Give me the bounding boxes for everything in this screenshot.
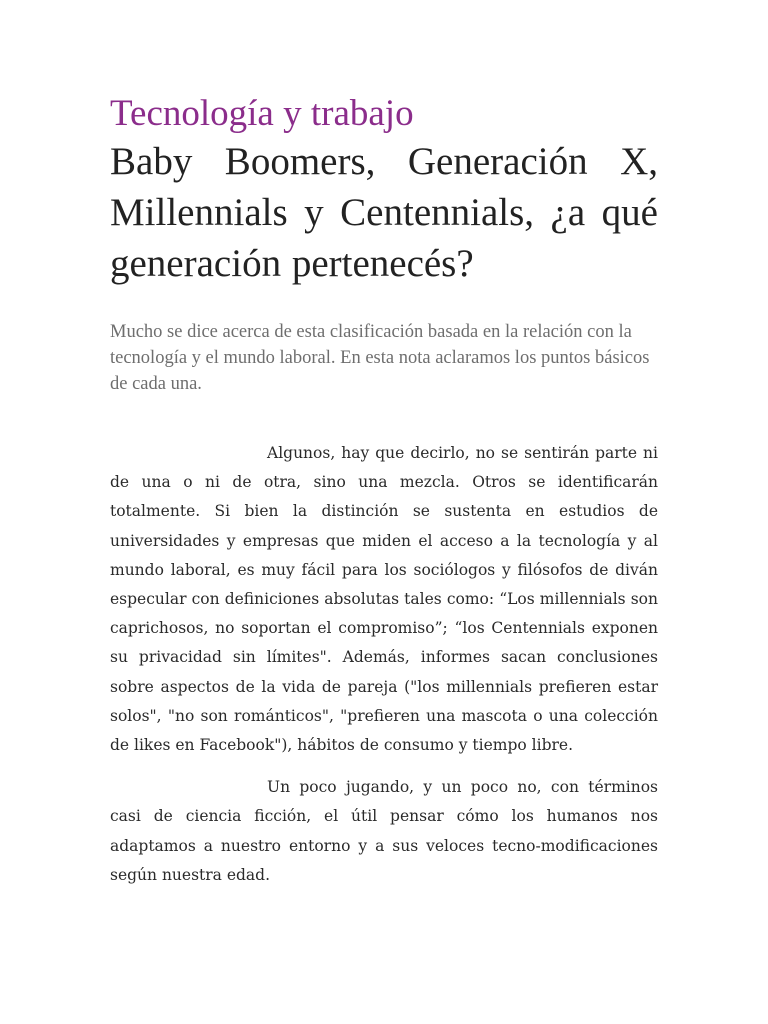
article [110, 92, 658, 890]
article-category: Tecnología y trabajo [110, 93, 414, 134]
article-lead: Mucho se dice acerca de esta clasificación basada en la relación con la tecnología y el mundo laboral. En esta nota aclaramos los puntos básicos de cada una. [110, 322, 650, 394]
article-paragraph: Algunos, hay que decirlo, no se sentirán parte ni de una o ni de otra, sino una mezcla. Otros se identificarán totalmente. Si bien la distinción se sustenta en estudios de universidades y empresas que miden el acceso a la tecnología y al mundo laboral, es muy fácil para los sociólogos y filósofos de diván especular con definiciones absolutas tales como: “Los millennials son caprichosos, no soportan el compromiso”; “los Centennials exponen su privacidad sin límites". Además, informes sacan conclusiones sobre aspectos de la vida de pareja ("los millennials prefieren estar solos", "no son románticos", "prefieren una mascota o una colección de likes en Facebook"), hábitos de consumo y tiempo libre. [110, 444, 658, 755]
article-headline: Baby Boomers, Generación X, Millennials y Centennials, ¿a qué generación pertenecés? [110, 140, 658, 285]
article-paragraph: Un poco jugando, y un poco no, con términos casi de ciencia ficción, el útil pensar cómo los humanos nos adaptamos a nuestro entorno y a sus veloces tecno-modificaciones según nuestra edad. [110, 778, 658, 884]
